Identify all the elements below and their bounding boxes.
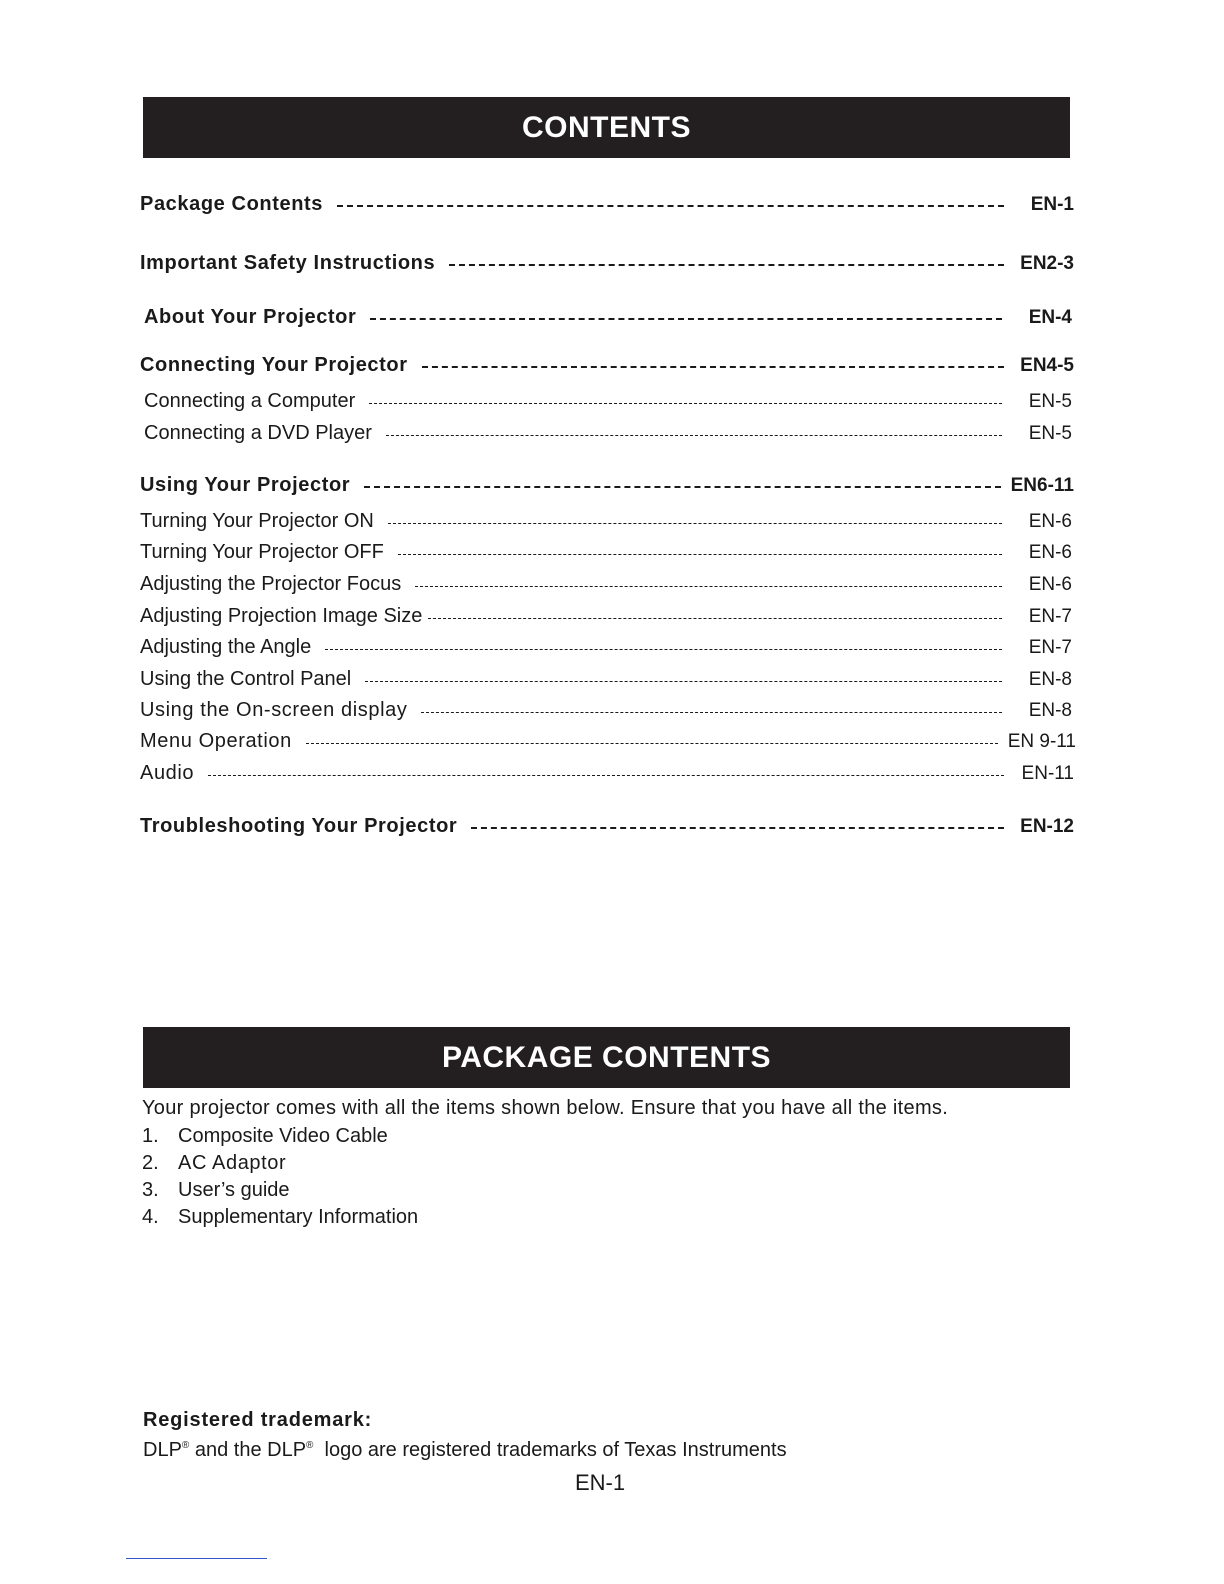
trademark-text-part: and the DLP: [189, 1439, 307, 1461]
toc-leader: [421, 709, 1002, 713]
toc-leader: [449, 261, 1004, 266]
toc-title: Adjusting the Angle: [140, 636, 312, 658]
toc-title: Connecting a DVD Player: [144, 422, 372, 444]
package-contents-banner: [143, 1027, 1070, 1088]
item-number: 4.: [142, 1206, 159, 1228]
toc-title: Package Contents: [140, 193, 323, 215]
toc-page: EN-5: [1028, 391, 1072, 412]
item-text: Supplementary Information: [178, 1206, 419, 1228]
toc-title: About Your Projector: [144, 306, 357, 328]
toc-page: EN 9-11: [1007, 731, 1076, 752]
toc-leader: [337, 202, 1004, 207]
toc-title: Audio: [140, 762, 195, 784]
toc-title: Turning Your Projector OFF: [140, 541, 384, 563]
toc-title: Connecting Your Projector: [140, 354, 408, 376]
toc-page: EN-7: [1028, 606, 1072, 627]
toc-entry-image-size[interactable]: [140, 605, 1072, 628]
toc-title: Troubleshooting Your Projector: [140, 815, 458, 837]
trademark-text-part: DLP: [143, 1439, 182, 1461]
toc-entry-on-screen-display[interactable]: [140, 699, 1072, 722]
toc-entry-safety-instructions[interactable]: [140, 252, 1074, 275]
registered-mark: ®: [306, 1440, 314, 1451]
toc-leader: [428, 615, 1002, 619]
toc-page: EN-7: [1028, 637, 1072, 658]
toc-entry-using-projector[interactable]: [140, 474, 1074, 497]
trademark-text: [143, 1439, 787, 1462]
toc-page: EN2-3: [1020, 253, 1074, 274]
toc-leader: [370, 315, 1002, 320]
toc-title: Using the On-screen display: [140, 699, 408, 721]
trademark-heading: Registered trademark:: [143, 1409, 373, 1431]
toc-title: Connecting a Computer: [144, 390, 356, 412]
toc-page: EN4-5: [1020, 355, 1074, 376]
toc-leader: [369, 400, 1002, 404]
toc-page: EN-6: [1028, 574, 1072, 595]
toc-page: EN-4: [1028, 307, 1072, 328]
contents-banner: [143, 97, 1070, 158]
footer-divider: [126, 1558, 267, 1559]
toc-leader: [325, 646, 1002, 650]
toc-title: Important Safety Instructions: [140, 252, 436, 274]
list-item: [142, 1179, 418, 1206]
list-item: [142, 1152, 418, 1179]
toc-page: EN-8: [1028, 669, 1072, 690]
toc-page: EN-1: [1030, 194, 1074, 215]
page-number: EN-1: [574, 1470, 626, 1495]
trademark-text-part: logo are registered trademarks of Texas Instruments: [313, 1439, 787, 1461]
toc-leader: [364, 483, 1000, 488]
toc-entry-menu-operation[interactable]: [140, 730, 1076, 753]
toc-leader: [471, 824, 1004, 829]
toc-entry-connecting-computer[interactable]: [144, 390, 1072, 413]
toc-title: Turning Your Projector ON: [140, 510, 374, 532]
toc-page: EN-6: [1028, 542, 1072, 563]
package-items-list: [142, 1125, 418, 1233]
item-number: 2.: [142, 1152, 159, 1174]
toc-entry-turning-on[interactable]: [140, 510, 1072, 533]
list-item: [142, 1125, 418, 1152]
toc-title: Menu Operation: [140, 730, 292, 752]
toc-entry-connecting-projector[interactable]: [140, 354, 1074, 377]
item-text: Composite Video Cable: [178, 1125, 388, 1147]
item-text: AC Adaptor: [178, 1152, 287, 1174]
toc-leader: [415, 583, 1002, 587]
toc-page: EN-5: [1028, 423, 1072, 444]
toc-title: Adjusting Projection Image Size: [140, 605, 423, 627]
item-number: 3.: [142, 1179, 159, 1201]
toc-leader: [398, 551, 1002, 555]
toc-title: Using the Control Panel: [140, 668, 352, 690]
toc-entry-about-projector[interactable]: [144, 306, 1072, 329]
package-contents-heading: PACKAGE CONTENTS: [441, 1040, 772, 1074]
toc-entry-adjusting-angle[interactable]: [140, 636, 1072, 659]
toc-leader: [388, 520, 1002, 524]
list-item: [142, 1206, 418, 1233]
toc-leader: [306, 740, 998, 744]
toc-title: Adjusting the Projector Focus: [140, 573, 402, 595]
toc-page: EN6-11: [1010, 475, 1074, 496]
registered-mark: ®: [181, 1440, 190, 1451]
toc-leader: [365, 678, 1002, 682]
contents-heading: CONTENTS: [522, 110, 691, 144]
toc-title: Using Your Projector: [140, 474, 351, 496]
item-text: User’s guide: [178, 1179, 290, 1201]
toc-leader: [422, 363, 1004, 368]
toc-page: EN-12: [1020, 816, 1074, 837]
toc-entry-turning-off[interactable]: [140, 541, 1072, 564]
toc-page: EN-6: [1028, 511, 1072, 532]
package-intro: Your projector comes with all the items shown below. Ensure that you have all the items.: [142, 1097, 949, 1119]
toc-leader: [208, 772, 1004, 776]
toc-leader: [386, 432, 1002, 436]
toc-page: EN-8: [1028, 700, 1072, 721]
toc-entry-projector-focus[interactable]: [140, 573, 1072, 596]
toc-entry-audio[interactable]: [140, 762, 1074, 785]
toc-page: EN-11: [1021, 763, 1074, 784]
toc-entry-control-panel[interactable]: [140, 668, 1072, 691]
item-number: 1.: [142, 1125, 159, 1147]
toc-entry-troubleshooting[interactable]: [140, 815, 1074, 838]
toc-entry-connecting-dvd[interactable]: [144, 422, 1072, 445]
toc-entry-package-contents[interactable]: [140, 193, 1074, 216]
